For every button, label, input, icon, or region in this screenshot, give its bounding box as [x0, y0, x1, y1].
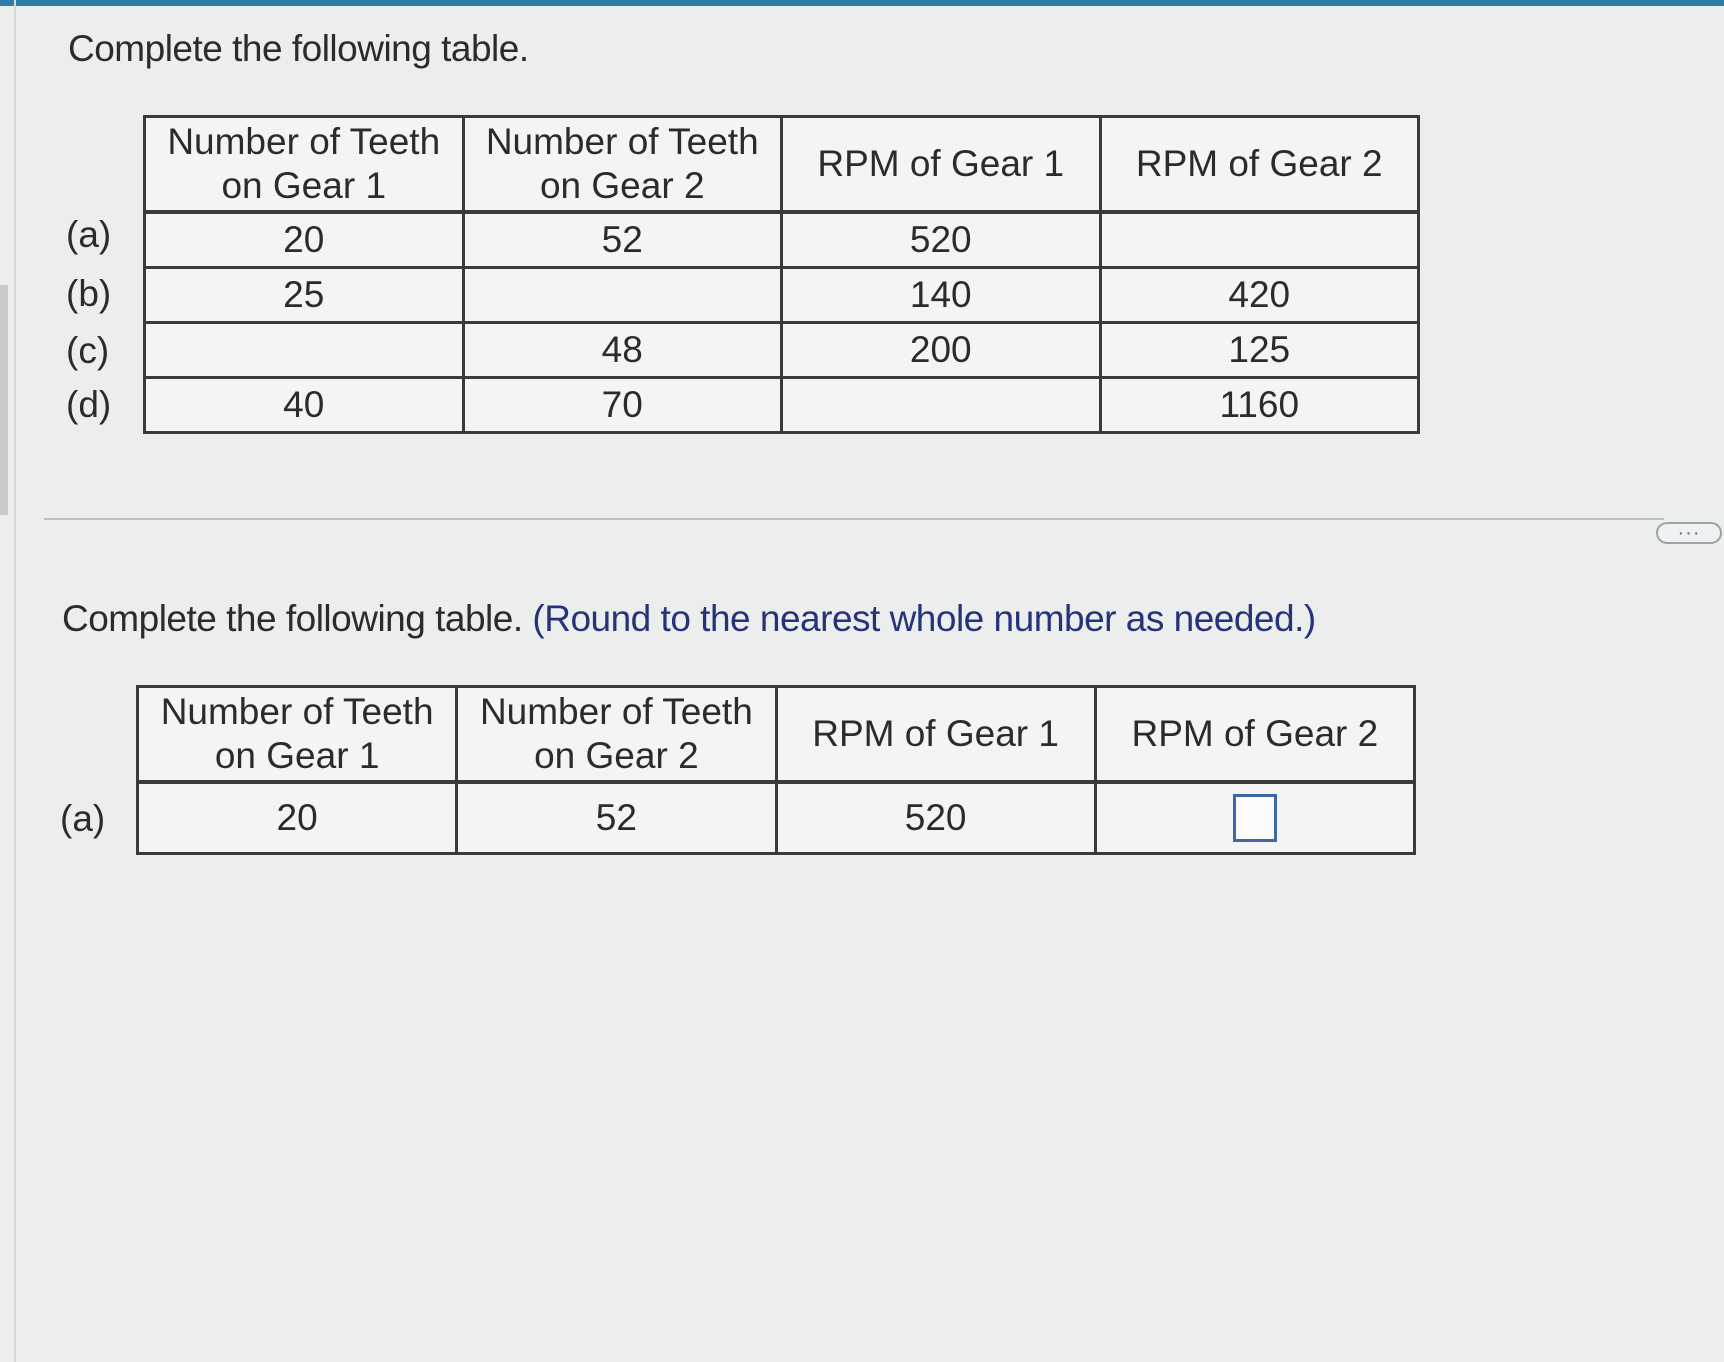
header-teeth-gear-2: Number of Teeth on Gear 2 — [457, 687, 776, 783]
table-cell: 140 — [782, 268, 1101, 323]
table-cell: 70 — [463, 378, 782, 433]
table-cell: 40 — [145, 378, 464, 433]
table-cell: 1160 — [1100, 378, 1419, 433]
row-label-b: (b) — [66, 273, 112, 314]
table-header-row — [145, 117, 1419, 213]
row-label-a: (a) — [60, 798, 106, 839]
more-options-button[interactable]: ··· — [1656, 522, 1722, 544]
table-cell: 20 — [145, 212, 464, 268]
header-teeth-gear-1: Number of Teeth on Gear 1 — [145, 117, 464, 213]
table-cell: 25 — [145, 268, 464, 323]
header-rpm-gear-2: RPM of Gear 2 — [1095, 687, 1414, 783]
table-cell: 520 — [782, 212, 1101, 268]
table-cell: 520 — [776, 782, 1095, 854]
table-cell: 52 — [463, 212, 782, 268]
table-row — [145, 378, 1419, 433]
header-rpm-gear-2: RPM of Gear 2 — [1100, 117, 1419, 213]
top-accent-bar — [0, 0, 1724, 6]
gear-table-answer — [136, 685, 1416, 855]
answer-cell — [1095, 782, 1414, 854]
row-label-c: (c) — [66, 330, 110, 371]
rounding-hint: (Round to the nearest whole number as needed.) — [532, 598, 1316, 639]
instruction-text-with-hint — [62, 598, 1316, 640]
left-rail — [14, 0, 16, 1362]
table-header-row — [138, 687, 1415, 783]
gear-table-given — [143, 115, 1420, 434]
instruction-main: Complete the following table. — [62, 598, 523, 639]
header-teeth-gear-2: Number of Teeth on Gear 2 — [463, 117, 782, 213]
section-divider — [44, 518, 1664, 520]
rpm-gear-2-answer-input[interactable] — [1233, 794, 1277, 842]
row-label-a: (a) — [66, 214, 112, 255]
table-cell: 20 — [138, 782, 457, 854]
table-cell: 420 — [1100, 268, 1419, 323]
header-teeth-gear-1: Number of Teeth on Gear 1 — [138, 687, 457, 783]
table-cell: 200 — [782, 323, 1101, 378]
left-panel-tab — [0, 285, 8, 515]
header-rpm-gear-1: RPM of Gear 1 — [776, 687, 1095, 783]
table-cell: 52 — [457, 782, 776, 854]
table-row — [138, 782, 1415, 854]
instruction-text: Complete the following table. — [68, 28, 529, 69]
table-row — [145, 268, 1419, 323]
table-cell — [1100, 212, 1419, 268]
table-cell — [463, 268, 782, 323]
table-cell — [782, 378, 1101, 433]
header-rpm-gear-1: RPM of Gear 1 — [782, 117, 1101, 213]
table-cell: 125 — [1100, 323, 1419, 378]
row-label-d: (d) — [66, 384, 112, 425]
table-cell: 48 — [463, 323, 782, 378]
table-row — [145, 323, 1419, 378]
table-cell — [145, 323, 464, 378]
table-row — [145, 212, 1419, 268]
